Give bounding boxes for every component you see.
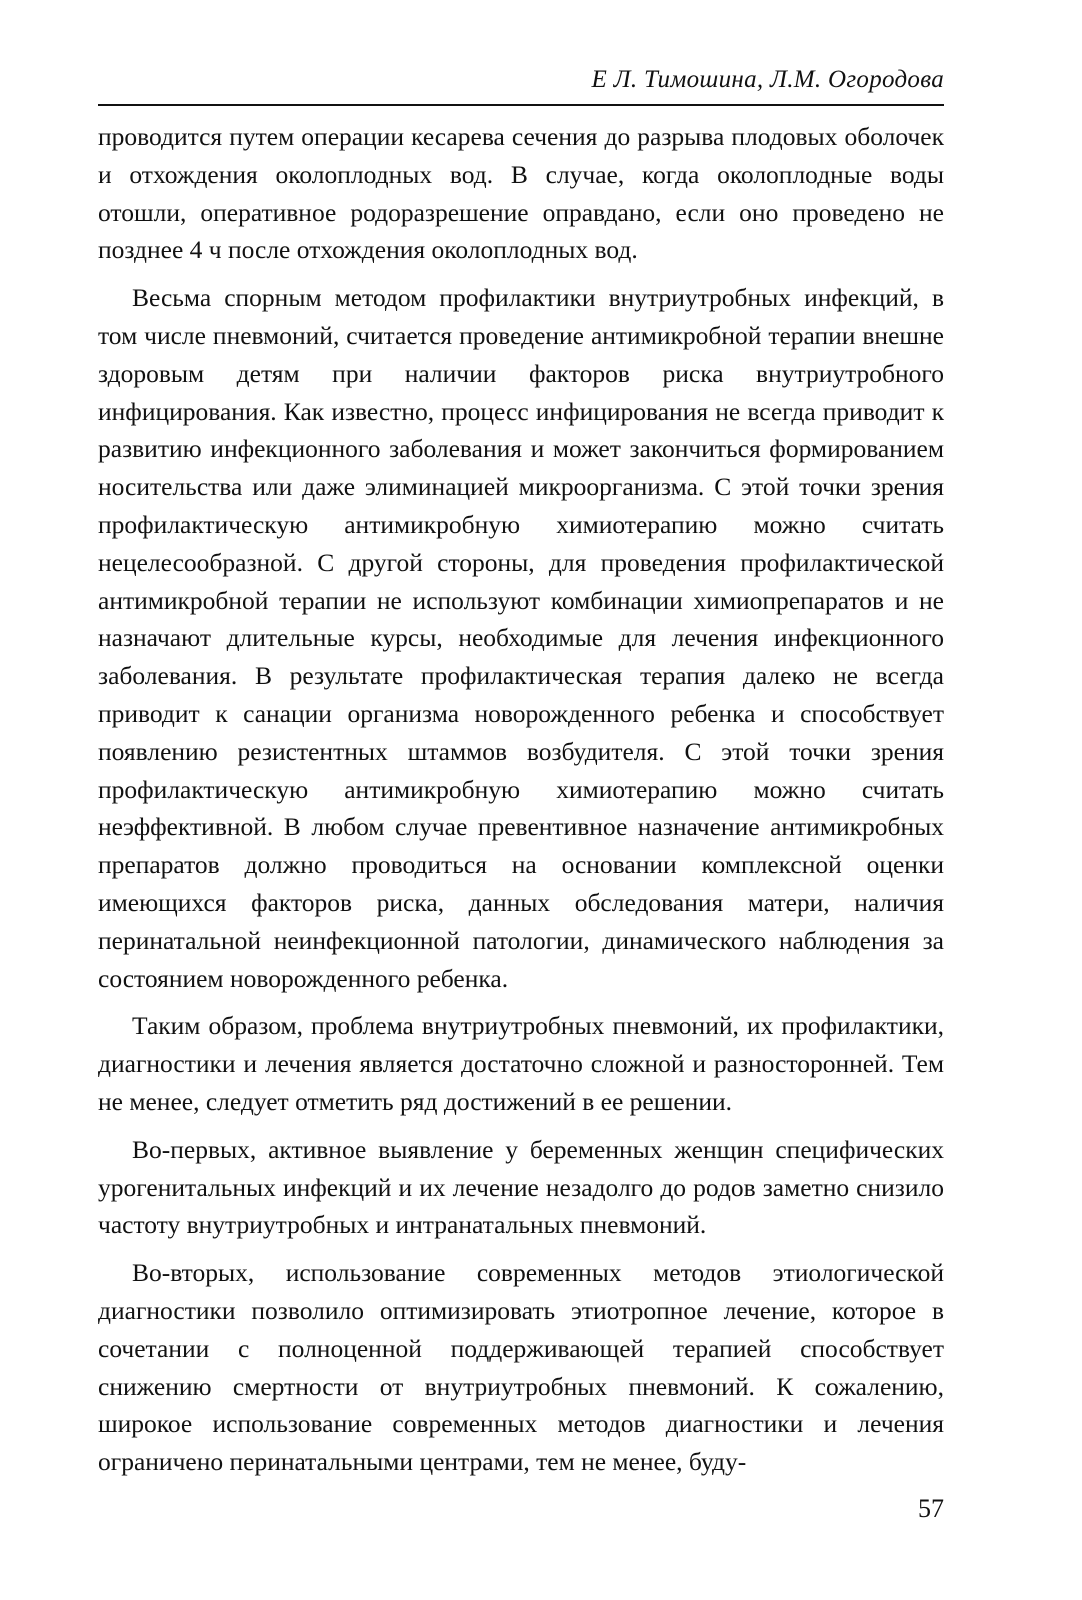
- book-page: [98, 0, 944, 1600]
- paragraph: Весьма спорным методом профилактики внутриутробных инфекций, в том числе пневмоний, считается проведение антимикробной терапии внешне здоровым детям при наличии факторов риска внутриутробного инфицирования. Как известно, процесс инфицирования не всегда приводит к развитию инфекционного заболевания и может закончиться формированием носительства или даже элиминацией микроорганизма. С этой точки зрения профилактическую антимикробную химиотерапию можно считать нецелесообразной. С другой стороны, для проведения профилактической антимикробной терапии не используют комбинации химиопрепаратов и не назначают длительные курсы, необходимые для лечения инфекционного заболевания. В результате профилактическая терапия далеко не всегда приводит к санации организма новорожденного ребенка и способствует появлению резистентных штаммов возбудителя. С этой точки зрения профилактическую антимикробную химиотерапию можно считать неэффективной. В любом случае превентивное назначение антимикробных препаратов должно проводиться на основании комплексной оценки имеющихся факторов риска, данных обследования матери, наличия перинатальной неинфекционной патологии, динамического наблюдения за состоянием новорожденного ребенка.: [98, 283, 944, 993]
- running-header-authors: Е Л. Тимошина, Л.М. Огородова: [591, 66, 944, 93]
- header-rule: [98, 104, 944, 106]
- body-text: [98, 118, 944, 1491]
- page-number: 57: [918, 1494, 944, 1523]
- paragraph: проводится путем операции кесарева сечения до разрыва плодовых оболочек и отхождения околоплодных вод. В случае, когда околоплодные воды отошли, оперативное родоразрешение оправдано, если оно проведено не позднее 4 ч после отхождения околоплодных вод.: [98, 122, 944, 265]
- paragraph: Во-вторых, использование современных методов этиологической диагностики позволило оптимизировать этиотропное лечение, которое в сочетании с полноценной поддерживающей терапией способствует снижению смертности от внутриутробных пневмоний. К сожалению, широкое использование современных методов диагностики и лечения ограничено перинатальными центрами, тем не менее, буду-: [98, 1258, 944, 1477]
- paragraph: Таким образом, проблема внутриутробных пневмоний, их профилактики, диагностики и лечения является достаточно сложной и разносторонней. Тем не менее, следует отметить ряд достижений в ее решении.: [98, 1011, 944, 1116]
- paragraph: Во-первых, активное выявление у беременных женщин специфических урогенитальных инфекций и их лечение незадолго до родов заметно снизило частоту внутриутробных и интранатальных пневмоний.: [98, 1134, 944, 1240]
